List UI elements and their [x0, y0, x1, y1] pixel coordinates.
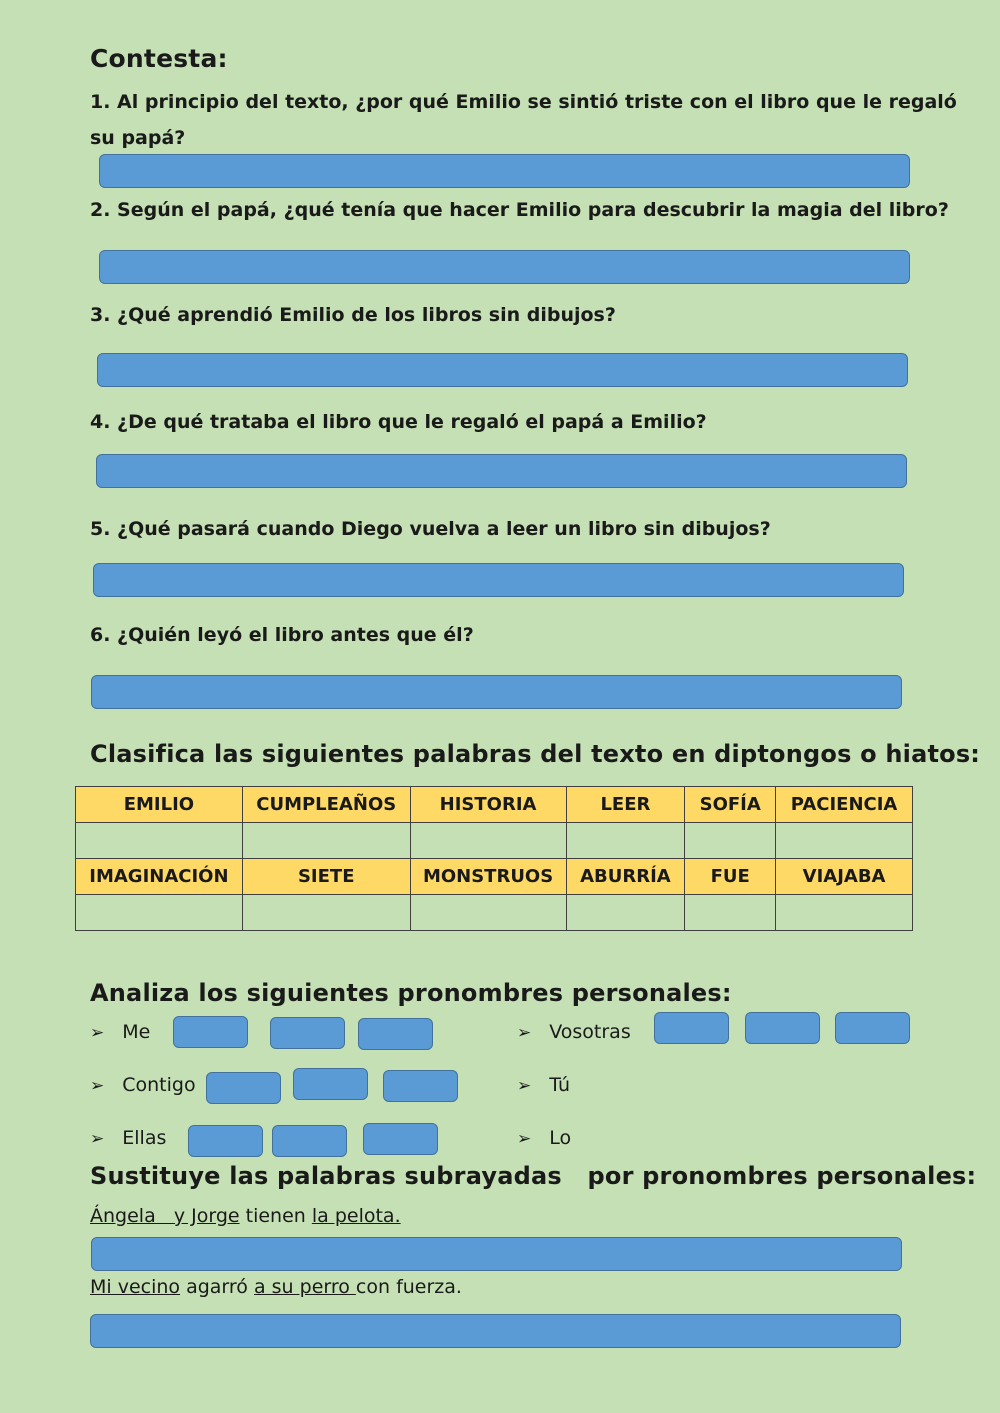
pronoun-me-box-2[interactable]: [270, 1017, 345, 1049]
question-4: 4. ¿De qué trataba el libro que le regaló el papá a Emilio?: [90, 411, 707, 433]
word-cell: SIETE: [242, 859, 410, 895]
answer-cell[interactable]: [685, 823, 776, 859]
pronoun-ellas-box-1[interactable]: [188, 1125, 263, 1157]
underlined-words: a su perro: [253, 1276, 356, 1298]
sentence-1: [90, 1205, 401, 1227]
answer-cell[interactable]: [685, 895, 776, 931]
pronoun-label: Lo: [549, 1127, 572, 1149]
answer-cell[interactable]: [242, 895, 410, 931]
pronoun-me: [90, 1021, 150, 1043]
question-1-line2: su papá?: [90, 127, 186, 149]
pronoun-label: Vosotras: [549, 1021, 631, 1043]
word-cell: IMAGINACIÓN: [76, 859, 243, 895]
pronoun-lo: [517, 1127, 571, 1149]
underlined-words: Mi vecino: [90, 1276, 181, 1298]
pronoun-ellas-box-2[interactable]: [272, 1125, 347, 1157]
word-cell: LEER: [566, 787, 685, 823]
contesta-heading: Contesta:: [90, 44, 228, 73]
sentence-2: [90, 1276, 462, 1298]
answer-cell[interactable]: [410, 895, 566, 931]
arrow-bullet-icon: ➢: [90, 1023, 105, 1043]
answer-field-6[interactable]: [91, 675, 902, 709]
answer-cell[interactable]: [76, 823, 243, 859]
pronoun-vosotras: [517, 1021, 631, 1043]
word-cell: PACIENCIA: [776, 787, 913, 823]
pronoun-label: Tú: [549, 1074, 571, 1096]
underlined-words: la pelota.: [311, 1205, 401, 1227]
answer-field-1[interactable]: [99, 154, 910, 188]
answer-field-sentence-1[interactable]: [91, 1237, 902, 1271]
pronoun-contigo: [90, 1074, 196, 1096]
answer-field-sentence-2[interactable]: [90, 1314, 901, 1348]
answer-cell[interactable]: [410, 823, 566, 859]
pronoun-vosotras-box-3[interactable]: [835, 1012, 910, 1044]
arrow-bullet-icon: ➢: [90, 1129, 105, 1149]
table-row: [76, 895, 913, 931]
table-row: [76, 823, 913, 859]
pronoun-ellas-box-3[interactable]: [363, 1123, 438, 1155]
pronoun-label: Contigo: [122, 1074, 196, 1096]
arrow-bullet-icon: ➢: [517, 1129, 532, 1149]
sentence-text: agarró: [180, 1276, 254, 1298]
arrow-bullet-icon: ➢: [90, 1076, 105, 1096]
answer-cell[interactable]: [776, 823, 913, 859]
word-cell: FUE: [685, 859, 776, 895]
answer-field-3[interactable]: [97, 353, 908, 387]
arrow-bullet-icon: ➢: [517, 1023, 532, 1043]
pronoun-tu: [517, 1074, 570, 1096]
pronoun-label: Ellas: [122, 1127, 167, 1149]
table-row: [76, 787, 913, 823]
sustituye-heading: Sustituye las palabras subrayadas por pronombres personales:: [90, 1162, 977, 1190]
pronoun-ellas: [90, 1127, 166, 1149]
sentence-text: tienen: [239, 1205, 312, 1227]
word-cell: CUMPLEAÑOS: [242, 787, 410, 823]
table-row: [76, 859, 913, 895]
pronoun-me-box-3[interactable]: [358, 1018, 433, 1050]
arrow-bullet-icon: ➢: [517, 1076, 532, 1096]
question-5: 5. ¿Qué pasará cuando Diego vuelva a leer un libro sin dibujos?: [90, 518, 771, 540]
word-cell: SOFÍA: [685, 787, 776, 823]
pronoun-label: Me: [122, 1021, 151, 1043]
word-cell: EMILIO: [76, 787, 243, 823]
pronoun-contigo-box-2[interactable]: [293, 1068, 368, 1100]
question-2: 2. Según el papá, ¿qué tenía que hacer Emilio para descubrir la magia del libro?: [90, 199, 949, 221]
answer-field-2[interactable]: [99, 250, 910, 284]
word-cell: VIAJABA: [776, 859, 913, 895]
pronoun-vosotras-box-1[interactable]: [654, 1012, 729, 1044]
word-cell: HISTORIA: [410, 787, 566, 823]
analiza-heading: Analiza los siguientes pronombres personales:: [90, 979, 732, 1007]
pronoun-vosotras-box-2[interactable]: [745, 1012, 820, 1044]
pronoun-contigo-box-1[interactable]: [206, 1072, 281, 1104]
word-cell: MONSTRUOS: [410, 859, 566, 895]
answer-cell[interactable]: [242, 823, 410, 859]
answer-cell[interactable]: [566, 895, 685, 931]
question-3: 3. ¿Qué aprendió Emilio de los libros sin dibujos?: [90, 304, 616, 326]
underlined-words: Ángela y Jorge: [90, 1205, 240, 1227]
answer-field-4[interactable]: [96, 454, 907, 488]
answer-cell[interactable]: [566, 823, 685, 859]
sentence-text: con fuerza.: [355, 1276, 462, 1298]
pronoun-contigo-box-3[interactable]: [383, 1070, 458, 1102]
answer-cell[interactable]: [776, 895, 913, 931]
clasifica-heading: Clasifica las siguientes palabras del texto en diptongos o hiatos:: [90, 740, 981, 768]
question-1-line1: 1. Al principio del texto, ¿por qué Emilio se sintió triste con el libro que le regaló: [90, 91, 957, 113]
question-6: 6. ¿Quién leyó el libro antes que él?: [90, 624, 474, 646]
words-table: [75, 786, 913, 931]
pronoun-me-box-1[interactable]: [173, 1016, 248, 1048]
answer-cell[interactable]: [76, 895, 243, 931]
word-cell: ABURRÍA: [566, 859, 685, 895]
answer-field-5[interactable]: [93, 563, 904, 597]
